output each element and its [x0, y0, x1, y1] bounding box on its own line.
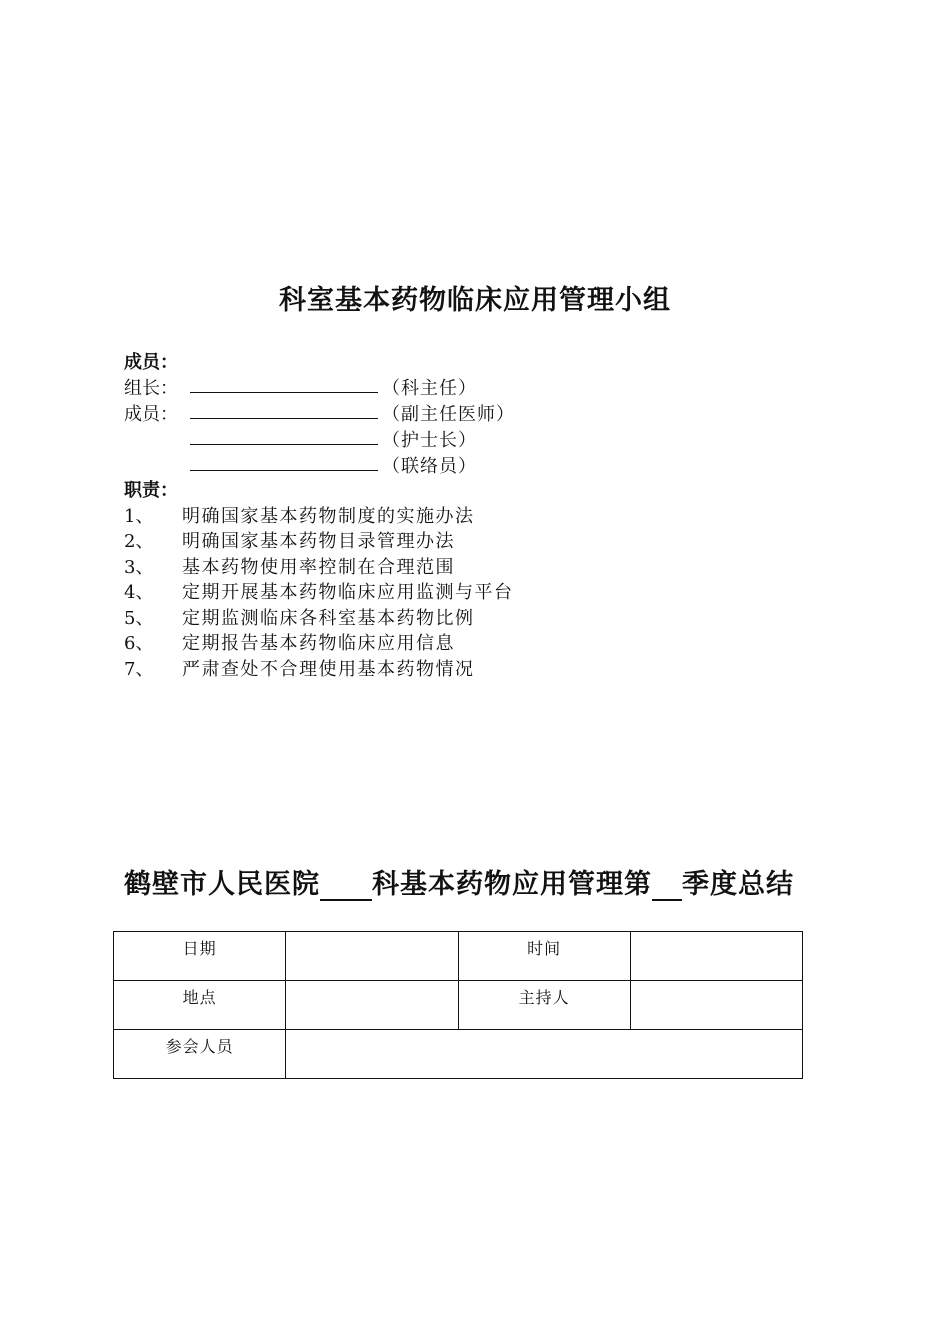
members-heading: 成员： — [124, 352, 178, 373]
duty-number: 3、 — [124, 557, 154, 578]
place-value-cell[interactable] — [286, 981, 458, 1030]
attendees-label-cell: 参会人员 — [114, 1030, 286, 1079]
duty-item — [124, 502, 475, 528]
duty-text: 基本药物使用率控制在合理范围 — [182, 557, 455, 578]
host-value-cell[interactable] — [630, 981, 802, 1030]
duty-item — [124, 629, 455, 655]
duty-number: 6、 — [124, 633, 154, 654]
member-blank-line-2[interactable] — [190, 425, 378, 445]
leader-label: 组长： — [124, 378, 178, 399]
time-label-cell: 时间 — [458, 932, 630, 981]
duty-item — [124, 553, 455, 579]
duty-number: 2、 — [124, 531, 154, 552]
duty-text: 严肃查处不合理使用基本药物情况 — [182, 659, 475, 680]
summary-title-end: 季度总结 — [682, 869, 794, 900]
member-blank-line-1[interactable] — [190, 399, 378, 419]
leader-blank-line[interactable] — [190, 373, 378, 393]
summary-info-table — [113, 931, 803, 1079]
leader-role: （科主任） — [382, 378, 477, 399]
duties-heading: 职责： — [124, 480, 178, 501]
quarter-blank[interactable] — [652, 871, 682, 901]
member-role-1: （副主任医师） — [382, 404, 515, 425]
member-role-3: （联络员） — [382, 456, 477, 477]
member-blank-line-3[interactable] — [190, 451, 378, 471]
summary-title-hospital: 鹤壁市人民医院 — [124, 869, 320, 900]
summary-title-middle: 科基本药物应用管理第 — [372, 869, 652, 900]
attendees-value-cell[interactable] — [286, 1030, 803, 1079]
member-label: 成员： — [124, 404, 178, 425]
duty-number: 5、 — [124, 608, 154, 629]
summary-title — [124, 862, 794, 901]
date-label-cell: 日期 — [114, 932, 286, 981]
department-blank[interactable] — [320, 871, 372, 901]
duty-item — [124, 578, 514, 604]
duty-text: 明确国家基本药物目录管理办法 — [182, 531, 455, 552]
date-value-cell[interactable] — [286, 932, 458, 981]
leader-row — [124, 374, 190, 400]
duty-text: 定期监测临床各科室基本药物比例 — [182, 608, 475, 629]
member-role-2: （护士长） — [382, 430, 477, 451]
duty-item — [124, 655, 475, 681]
duty-item — [124, 527, 455, 553]
table-row — [114, 1030, 803, 1079]
duty-number: 1、 — [124, 506, 154, 527]
duty-text: 明确国家基本药物制度的实施办法 — [182, 506, 475, 527]
page-title: 科室基本药物临床应用管理小组 — [279, 285, 671, 316]
duty-number: 4、 — [124, 582, 154, 603]
duty-item — [124, 604, 475, 630]
place-label-cell: 地点 — [114, 981, 286, 1030]
duty-text: 定期开展基本药物临床应用监测与平台 — [182, 582, 514, 603]
duty-text: 定期报告基本药物临床应用信息 — [182, 633, 455, 654]
member-row — [124, 400, 190, 426]
host-label-cell: 主持人 — [458, 981, 630, 1030]
table-row — [114, 932, 803, 981]
time-value-cell[interactable] — [630, 932, 802, 981]
table-row — [114, 981, 803, 1030]
duty-number: 7、 — [124, 659, 154, 680]
